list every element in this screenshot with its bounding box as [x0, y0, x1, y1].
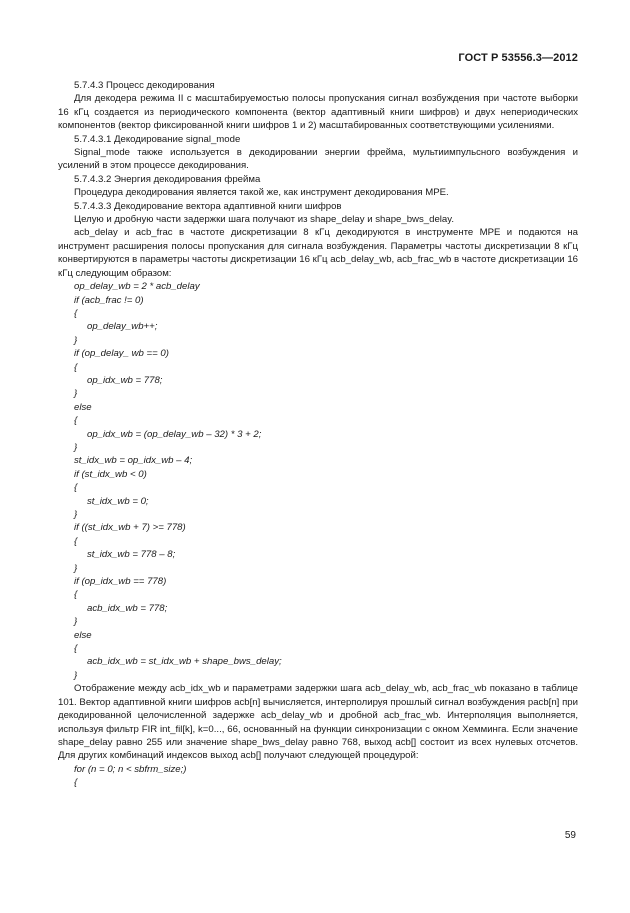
page-number: 59 [564, 830, 576, 841]
code-line: } [74, 388, 78, 400]
paragraph: Signal_mode также используется в декодировании энергии фрейма, мультиимпульсного возбуждения и усилений в этом процессе декодирования. [58, 147, 578, 172]
paragraph: acb_delay и acb_frac в частоте дискретизации 8 кГц декодируются в инструменте MPE и подаются на инструмент расширения полосы пропускания для сигнала возбуждения. Параметры частоты дискретизации 8 кГц конвертируются в параметры частоты дискретизации 16 кГц acb_delay_wb, acb_frac_wb в частоте дискретизации 16 кГц следующим образом: [58, 227, 578, 279]
code-line: acb_idx_wb = st_idx_wb + shape_bws_delay; [87, 656, 282, 668]
code-line: { [74, 535, 78, 547]
code-line: } [74, 509, 78, 520]
code-line: { [74, 777, 78, 789]
code-line: { [74, 589, 78, 601]
code-line: { [74, 643, 78, 655]
code-line: st_idx_wb = 0; [87, 495, 149, 507]
paragraph: Целую и дробную части задержки шага получают из shape_delay и shape_bws_delay. [74, 214, 455, 226]
paragraph: Процедура декодирования является такой же, как инструмент декодирования MPE. [74, 187, 449, 199]
page-body [58, 79, 578, 790]
code-line: acb_idx_wb = 778; [87, 602, 168, 614]
code-line: op_idx_wb = 778; [87, 374, 163, 386]
code-line: { [74, 415, 78, 427]
paragraph: Для декодера режима II с масштабируемостью полосы пропускания сигнал возбуждения при частоте выборки 16 кГц создается из периодического компонента (вектор адаптивный книги шифров) и двух непериодических компонентов (вектор фиксированной книги шифров 1 и 2) масштабированных соответствующими усилениями. [58, 93, 578, 132]
code-line: op_delay_wb++; [87, 321, 158, 333]
code-line: } [74, 669, 78, 681]
code-line: } [74, 334, 78, 346]
code-line: if (op_delay_ wb == 0) [74, 348, 169, 360]
code-line: op_idx_wb = (op_delay_wb – 32) * 3 + 2; [87, 428, 262, 440]
code-line: op_delay_wb = 2 * acb_delay [74, 281, 200, 293]
code-line: st_idx_wb = op_idx_wb – 4; [74, 455, 193, 467]
code-line: } [74, 441, 78, 453]
code-line: } [74, 562, 78, 574]
code-line: { [74, 482, 78, 494]
code-line: { [74, 361, 78, 373]
paragraph: Отображение между acb_idx_wb и параметрами задержки шага acb_delay_wb, acb_frac_wb показано в таблице 101. Вектор адаптивной книги шифров acb[n] вычисляется, интерполируя прошлый сигнал возбуждения pacb[n] при декодированной целочисленной задержке acb_delay_wb и дробной acb_frac_wb. Интерполяция выполняется, используя фильтр FIR int_fil[k], k=0..., 66, основанный на функции синхронизации с окном Хемминга. Если значение shape_delay равно 255 или значение shape_bws_delay равно 768, выход acb[] состоит из всех нулевых отсчетов. Для других комбинаций индексов выход acb[] получают следующей процедурой: [58, 683, 578, 762]
code-line: else [74, 629, 92, 641]
code-line: if ((st_idx_wb + 7) >= 778) [74, 522, 186, 534]
section-heading: 5.7.4.3.1 Декодирование signal_mode [74, 133, 241, 145]
section-heading: 5.7.4.3 Процесс декодирования [74, 80, 215, 91]
code-line: if (st_idx_wb < 0) [74, 468, 147, 480]
section-heading: 5.7.4.3.2 Энергия декодирования фрейма [74, 173, 261, 185]
code-line: { [74, 307, 78, 319]
code-line: if (op_idx_wb == 778) [74, 576, 167, 588]
code-line: if (acb_frac != 0) [74, 294, 144, 306]
document-header: ГОСТ Р 53556.3—2012 [458, 52, 578, 64]
section-heading: 5.7.4.3.3 Декодирование вектора адаптивной книги шифров [74, 200, 342, 212]
code-line: } [74, 616, 78, 628]
code-line: st_idx_wb = 778 – 8; [87, 549, 176, 561]
code-line: else [74, 401, 92, 413]
code-line: for (n = 0; n < sbfrm_size;) [74, 763, 187, 775]
